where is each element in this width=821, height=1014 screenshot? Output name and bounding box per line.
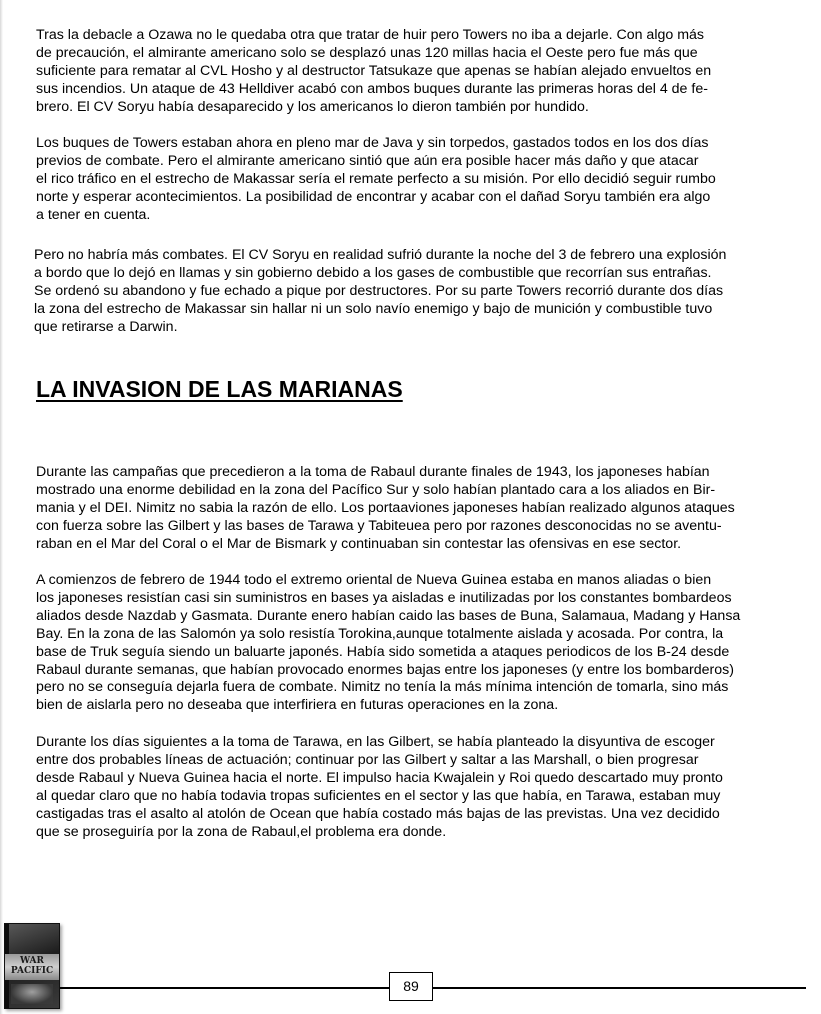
paragraph-5: A comienzos de febrero de 1944 todo el extremo oriental de Nueva Guinea estaba en manos aliadas o bien los japoneses resistían casi sin suministros en bases ya aisladas e inutilizadas por los constantes bombardeos aliados desde Nazdab y Gasmata. Durante enero habían caido las bases de Buna, Salamaua, Madang y Hansa Bay. En la zona de las Salomón ya solo resistía Torokina,aunque totalmente aislada y acosada. Por contra, la base de Truk seguía siendo un baluarte japonés. Había sido sometida a ataques periodicos de los B-24 desde Rabaul durante semanas, que habían provocado enormes bajas entre los japoneses (y entre los bombarderos) pero no se conseguía dejarla fuera de combate. Nimitz no tenía la más mínima intención de tomarla, sino más bien de aislarla pero no deseaba que interfiriera en futuras operaciones en la zona. xyxy=(36,572,741,714)
footer-rule-right xyxy=(433,987,806,989)
cover-logo: WAR PACIFIC xyxy=(10,956,54,976)
page-edge-shadow xyxy=(0,0,3,1014)
cover-artwork xyxy=(11,984,53,1004)
section-heading: LA INVASION DE LAS MARIANAS xyxy=(36,376,403,402)
page-number: 89 xyxy=(403,978,419,994)
paragraph-2: Los buques de Towers estaban ahora en pleno mar de Java y sin torpedos, gastados todos en los dos días previos de combate. Pero el almirante americano sintió que aún era posible hacer más daño y que atacar el rico tráfico en el estrecho de Makassar sería el remate perfecto a su misión. Por ello decidió seguir rumbo norte y esperar acontecimientos. La posibilidad de encontrar y acabar con el dañad Soryu también era algo a tener en cuenta. xyxy=(36,135,716,223)
paragraph-4: Durante las campañas que precedieron a la toma de Rabaul durante finales de 1943, los japoneses habían mostrado una enorme debilidad en la zona del Pacífico Sur y solo habían plantado cara a los aliados en Bir- mania y el DEI. Nimitz no sabia la razón de ello. Los portaaviones japoneses habían realizado algunos ataques con fuerza sobre las Gilbert y las bases de Tarawa y Tabiteuea pero por razones desconocidas no se aventu- raban en el Mar del Coral o el Mar de Bismark y continuaban sin contestar las ofensivas en ese sector. xyxy=(36,464,735,552)
paragraph-1: Tras la debacle a Ozawa no le quedaba otra que tratar de huir pero Towers no iba a dejarle. Con algo más de precaución, el almirante americano solo se desplazó unas 120 millas hacia el Oeste pero fue más que suficiente para rematar al CVL Hosho y al destructor Tatsukaze que apenas se habían alejado envueltos en sus incendios. Un ataque de 43 Helldiver acabó con ambos buques durante las primeras horas del 4 de fe- brero. El CV Soryu había desaparecido y los americanos lo dieron también por hundido. xyxy=(36,27,712,115)
paragraph-3: Pero no habría más combates. El CV Soryu en realidad sufrió durante la noche del 3 de febrero una explosión a bordo que lo dejó en llamas y sin gobierno debido a los gases de combustible que recorrían sus entrañas. Se ordenó su abandono y fue echado a pique por destructores. Por su parte Towers recorrió durante dos días la zona del estrecho de Makassar sin hallar ni un solo navío enemigo y bajo de munición y combustible tuvo que retirarse a Darwin. xyxy=(34,247,727,335)
page-number-box xyxy=(389,972,433,1001)
game-cover-image xyxy=(4,923,60,1009)
footer-rule-left xyxy=(60,987,389,989)
paragraph-6: Durante los días siguientes a la toma de Tarawa, en las Gilbert, se había planteado la disyuntiva de escoger entre dos probables líneas de actuación; continuar por las Gilbert y saltar a las Marshall, o bien progresar desde Rabaul y Nueva Guinea hacia el norte. El impulso hacia Kwajalein y Roi quedo descartado muy pronto al quedar claro que no había todavia tropas suficientes en el sector y las que había, en Tarawa, estaban muy castigadas tras el asalto al atolón de Ocean que había costado más bajas de las previstas. Una vez decidido que se proseguiría por la zona de Rabaul,el problema era donde. xyxy=(36,734,723,840)
